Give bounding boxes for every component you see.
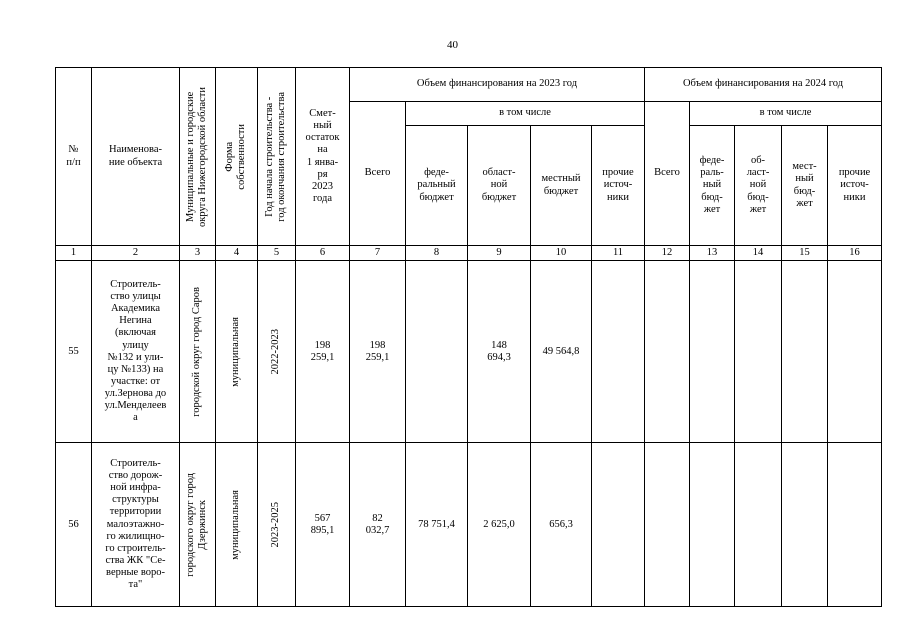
header-estimate: Смет- ный остаток на 1 янва- ря 2023 года — [296, 68, 350, 246]
row-district — [180, 261, 216, 443]
row-prochie-2024 — [828, 261, 882, 443]
row-mestny-2023: 656,3 — [531, 443, 592, 607]
row-mestny-2023: 49 564,8 — [531, 261, 592, 443]
row-years-text: 2023-2025 — [270, 501, 282, 548]
header-mestny-2024: мест- ный бюд- жет — [782, 126, 828, 246]
row-num: 55 — [56, 261, 92, 443]
table-row — [56, 443, 882, 607]
header-oblast-2024: об- ласт- ной бюд- жет — [735, 126, 782, 246]
financing-table — [55, 67, 882, 607]
header-total-2023: Всего — [350, 102, 406, 246]
row-estimate: 198 259,1 — [296, 261, 350, 443]
row-years — [258, 443, 296, 607]
row-federal-2023: 78 751,4 — [406, 443, 468, 607]
col-number: 16 — [828, 246, 882, 261]
row-estimate: 567 895,1 — [296, 443, 350, 607]
header-district — [180, 68, 216, 246]
row-district-text: городского округ город Дзержинск — [185, 472, 209, 577]
row-oblast-2023: 148 694,3 — [468, 261, 531, 443]
col-number: 3 — [180, 246, 216, 261]
col-number: 11 — [592, 246, 645, 261]
header-federal-2024: феде- раль- ный бюд- жет — [690, 126, 735, 246]
header-group-2023: Объем финансирования на 2023 год — [350, 68, 645, 102]
row-ownership-text: муниципальная — [230, 316, 242, 387]
header-years-text: Год начала строительства - год окончания строительства — [264, 91, 288, 222]
row-ownership — [216, 261, 258, 443]
row-federal-2024 — [690, 261, 735, 443]
col-number: 2 — [92, 246, 180, 261]
row-federal-2023 — [406, 261, 468, 443]
row-prochie-2023 — [592, 443, 645, 607]
row-total-2023: 198 259,1 — [350, 261, 406, 443]
row-oblast-2024 — [735, 443, 782, 607]
header-row-1 — [56, 68, 882, 102]
header-years — [258, 68, 296, 246]
header-num: № п/п — [56, 68, 92, 246]
col-number: 8 — [406, 246, 468, 261]
col-number: 12 — [645, 246, 690, 261]
col-number: 9 — [468, 246, 531, 261]
col-number: 15 — [782, 246, 828, 261]
row-prochie-2023 — [592, 261, 645, 443]
header-prochie-2023: прочие источ- ники — [592, 126, 645, 246]
row-ownership-text: муниципальная — [230, 489, 242, 560]
header-oblast-2023: област- ной бюджет — [468, 126, 531, 246]
header-ownership — [216, 68, 258, 246]
header-incl-2023: в том числе — [406, 102, 645, 126]
row-ownership — [216, 443, 258, 607]
row-object-name: Строитель- ство улицы Академика Негина (включая улицу №132 и ули- цу №133) на участке: от ул.Зернова до ул.Менделеев а — [92, 261, 180, 443]
header-mestny-2023: местный бюджет — [531, 126, 592, 246]
header-incl-2024: в том числе — [690, 102, 882, 126]
header-group-2024: Объем финансирования на 2024 год — [645, 68, 882, 102]
col-number: 6 — [296, 246, 350, 261]
header-district-text: Муниципальные и городские округа Нижегородской области — [185, 86, 209, 227]
row-oblast-2023: 2 625,0 — [468, 443, 531, 607]
row-num: 56 — [56, 443, 92, 607]
row-years — [258, 261, 296, 443]
row-district-text: городской округ город Саров — [191, 286, 203, 417]
col-number: 5 — [258, 246, 296, 261]
header-total-2024: Всего — [645, 102, 690, 246]
row-mestny-2024 — [782, 443, 828, 607]
header-federal-2023: феде- ральный бюджет — [406, 126, 468, 246]
row-total-2024 — [645, 443, 690, 607]
table-row — [56, 261, 882, 443]
row-years-text: 2022-2023 — [270, 328, 282, 375]
row-oblast-2024 — [735, 261, 782, 443]
row-total-2024 — [645, 261, 690, 443]
page-number: 40 — [447, 39, 458, 51]
col-number: 4 — [216, 246, 258, 261]
col-number: 13 — [690, 246, 735, 261]
row-mestny-2024 — [782, 261, 828, 443]
row-object-name: Строитель- ство дорож- ной инфра- структуры территории малоэтажно- го жилищно- го строитель- ства ЖК "Се- верные воро- та" — [92, 443, 180, 607]
col-number: 14 — [735, 246, 782, 261]
row-district — [180, 443, 216, 607]
col-number: 7 — [350, 246, 406, 261]
header-ownership-text: Форма собственности — [224, 123, 248, 190]
header-prochie-2024: прочие источ- ники — [828, 126, 882, 246]
row-total-2023: 82 032,7 — [350, 443, 406, 607]
row-prochie-2024 — [828, 443, 882, 607]
col-number: 1 — [56, 246, 92, 261]
row-federal-2024 — [690, 443, 735, 607]
column-numbers-row — [56, 246, 882, 261]
header-name: Наименова- ние объекта — [92, 68, 180, 246]
col-number: 10 — [531, 246, 592, 261]
